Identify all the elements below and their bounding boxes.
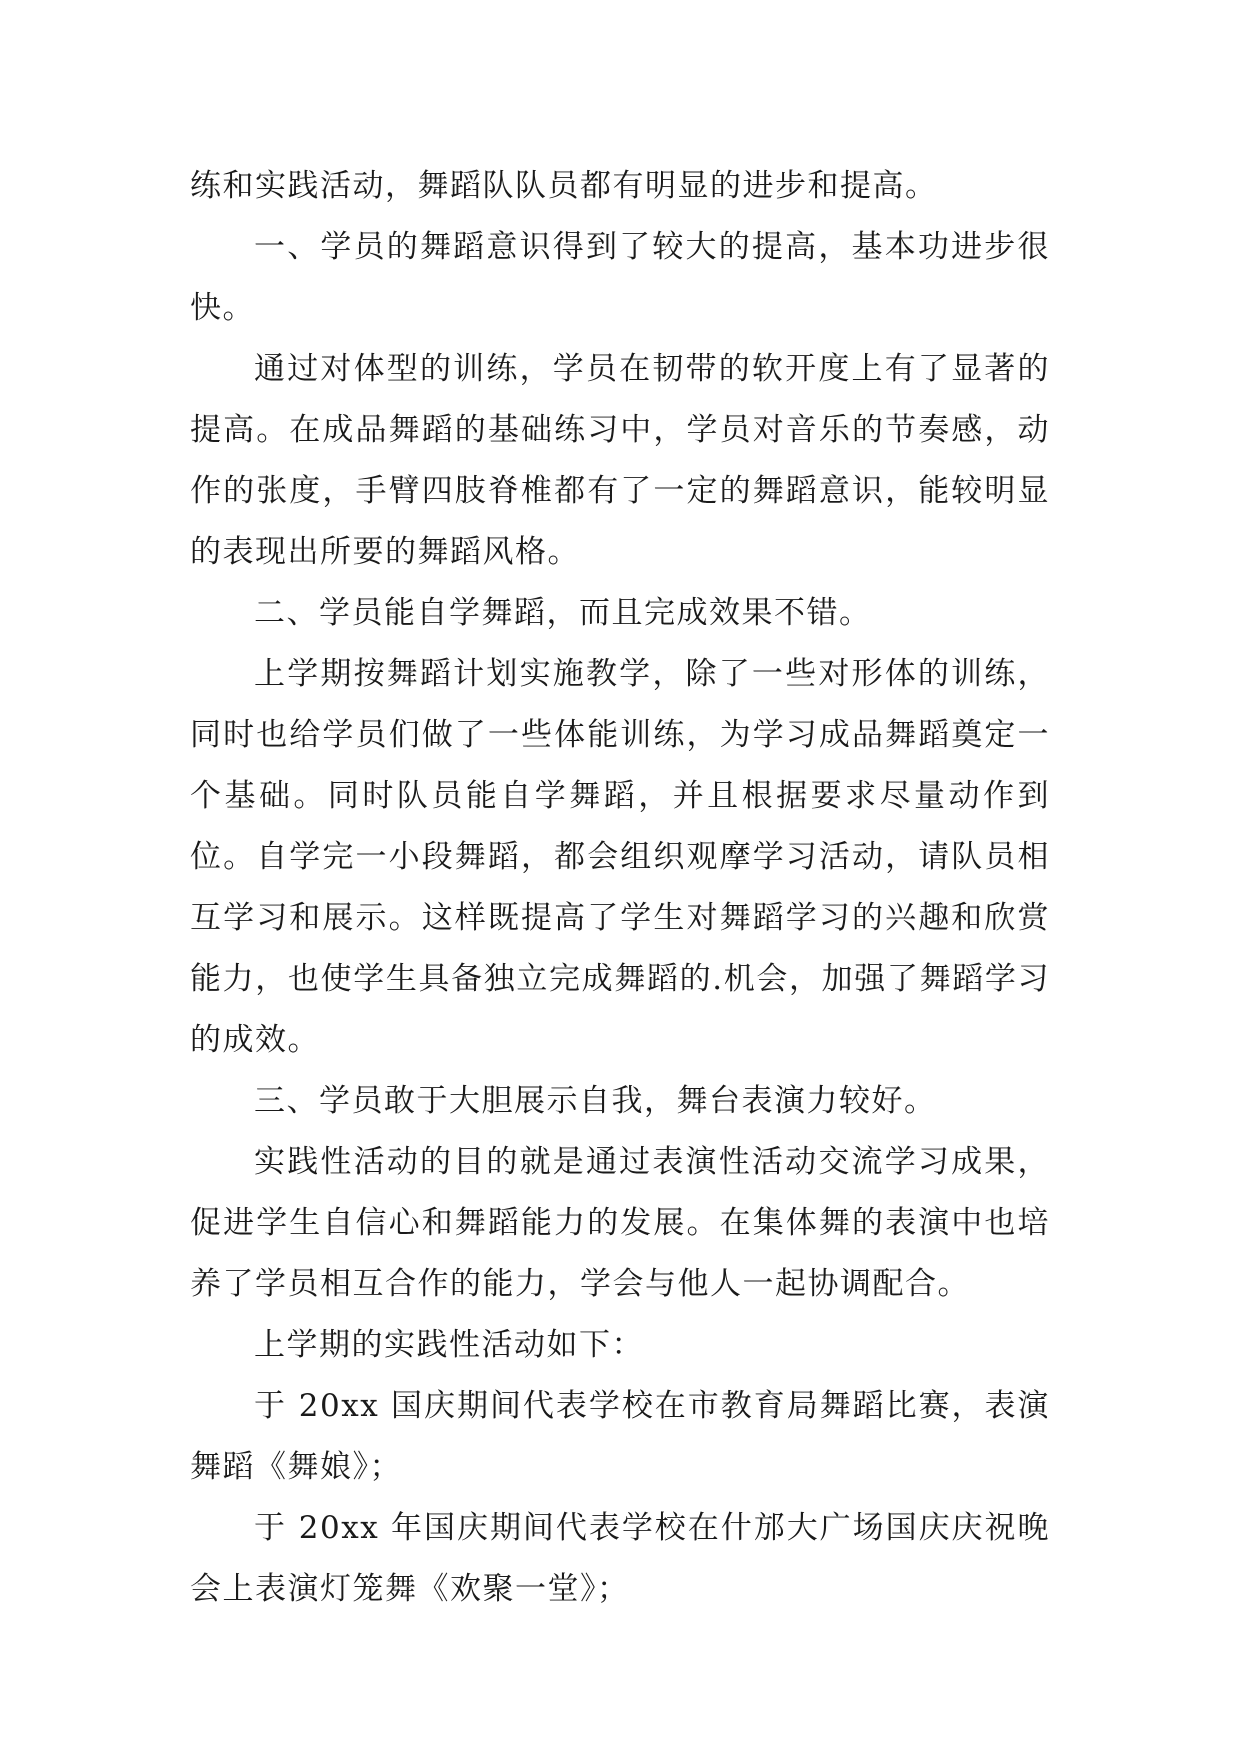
paragraph-body-training: 通过对体型的训练，学员在韧带的软开度上有了显著的提高。在成品舞蹈的基础练习中，学员对音乐的节奏感，动作的张度，手臂四肢脊椎都有了一定的舞蹈意识，能较明显的表现出所要的舞蹈风格。	[190, 351, 1050, 570]
heading-point-one: 一、学员的舞蹈意识得到了较大的提高，基本功进步很快。	[190, 229, 1050, 326]
list-item-activity-1: 于 20xx 国庆期间代表学校在市教育局舞蹈比赛，表演舞蹈《舞娘》；	[190, 1388, 1050, 1485]
paragraph-self-study: 上学期按舞蹈计划实施教学，除了一些对形体的训练，同时也给学员们做了一些体能训练，为学习成品舞蹈奠定一个基础。同时队员能自学舞蹈，并且根据要求尽量动作到位。自学完一小段舞蹈，都会组织观摩学习活动，请队员相互学习和展示。这样既提高了学生对舞蹈学习的兴趣和欣赏能力，也使学生具备独立完成舞蹈的.机会，加强了舞蹈学习的成效。	[190, 656, 1050, 1058]
paragraph-practice-purpose: 实践性活动的目的就是通过表演性活动交流学习成果，促进学生自信心和舞蹈能力的发展。在集体舞的表演中也培养了学员相互合作的能力，学会与他人一起协调配合。	[190, 1144, 1050, 1302]
paragraph-continuation: 练和实践活动，舞蹈队队员都有明显的进步和提高。	[190, 168, 938, 204]
heading-point-two: 二、学员能自学舞蹈，而且完成效果不错。	[254, 595, 872, 631]
heading-point-three: 三、学员敢于大胆展示自我，舞台表演力较好。	[254, 1083, 937, 1119]
paragraph-activities-intro: 上学期的实践性活动如下：	[254, 1327, 644, 1363]
body-text	[190, 156, 1050, 1620]
list-item-activity-2: 于 20xx 年国庆期间代表学校在什邡大广场国庆庆祝晚会上表演灯笼舞《欢聚一堂》；	[190, 1510, 1050, 1607]
